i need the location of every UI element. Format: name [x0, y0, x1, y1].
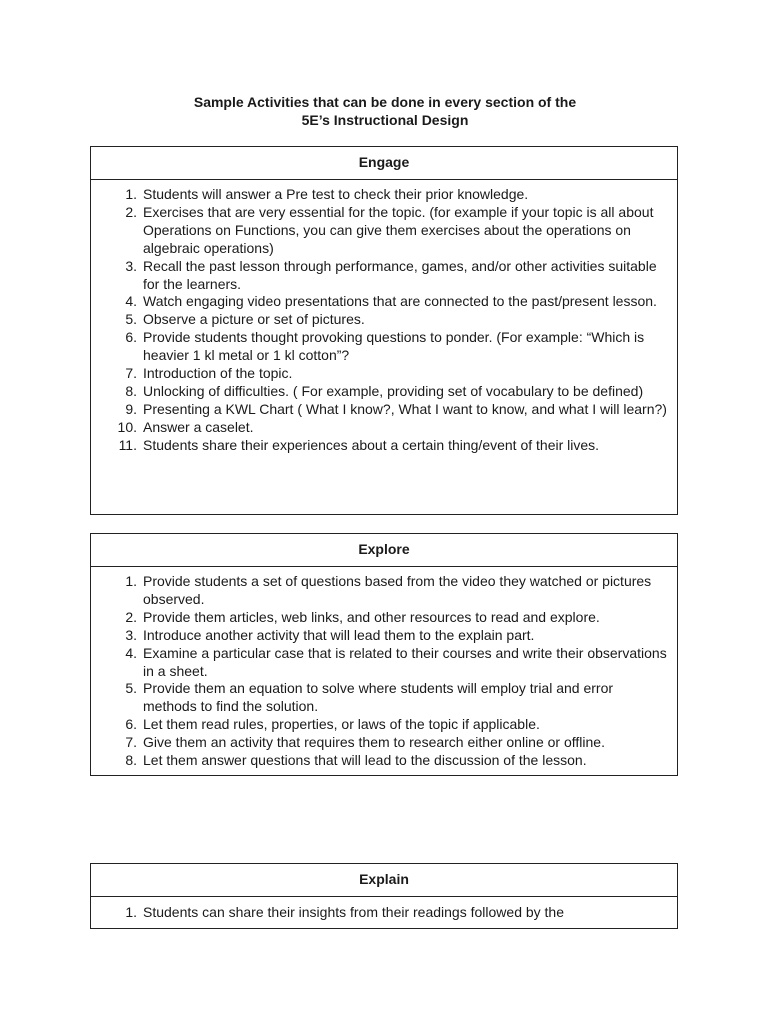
item-number: 6. [125, 716, 137, 733]
list-item [91, 609, 677, 627]
item-text: Answer a caselet. [143, 418, 254, 435]
item-number: 3. [125, 257, 137, 274]
item-number: 2. [125, 203, 137, 220]
list-item [91, 383, 677, 401]
document-title-line-1: Sample Activities that can be done in every section of the [193, 94, 577, 110]
list-item [91, 204, 677, 258]
list-item [91, 734, 677, 752]
item-number: 4. [125, 293, 137, 310]
list-item [91, 573, 677, 609]
item-text: Provide them an equation to solve where students will employ trial and error methods to find the solution. [143, 680, 614, 715]
engage-header: Engage [91, 147, 677, 180]
list-item [91, 716, 677, 734]
explain-list [91, 897, 677, 930]
item-text: Unlocking of difficulties. ( For example, providing set of vocabulary to be defined) [143, 382, 644, 399]
list-item [91, 645, 677, 681]
item-text: Introduction of the topic. [143, 365, 293, 382]
list-item [91, 186, 677, 204]
document-title-line-2: 5E’s Instructional Design [301, 112, 469, 128]
item-text: Students share their experiences about a certain thing/event of their lives. [143, 436, 600, 453]
item-number: 6. [125, 329, 137, 346]
item-text: Students can share their insights from their readings followed by the [143, 904, 565, 920]
item-number: 5. [125, 311, 137, 328]
item-text: Examine a particular case that is related to their courses and write their observations in a sheet. [143, 644, 667, 679]
item-text: Introduce another activity that will lead them to the explain part. [143, 626, 535, 643]
list-item [91, 401, 677, 419]
item-number: 4. [125, 644, 137, 661]
item-number: 3. [125, 626, 137, 643]
item-number: 1. [125, 573, 137, 589]
explore-header: Explore [91, 534, 677, 567]
list-item [91, 627, 677, 645]
list-item [91, 258, 677, 294]
engage-section [90, 146, 678, 515]
item-text: Let them read rules, properties, or laws of the topic if applicable. [143, 716, 540, 733]
explore-section [90, 533, 678, 776]
item-number: 8. [125, 382, 137, 399]
list-item [91, 680, 677, 716]
item-number: 1. [125, 186, 137, 202]
explore-list [91, 567, 677, 778]
item-number: 5. [125, 680, 137, 697]
item-number: 8. [125, 752, 137, 769]
item-number: 7. [125, 365, 137, 382]
item-text: Presenting a KWL Chart ( What I know?, What I want to know, and what I will learn?) [143, 400, 667, 417]
item-text: Exercises that are very essential for the topic. (for example if your topic is all about Operations on Functions, you can give them exercises about the operations on algebraic operations) [143, 203, 654, 256]
list-item [91, 293, 677, 311]
item-number: 11. [118, 436, 137, 453]
item-text: Observe a picture or set of pictures. [143, 311, 365, 328]
list-item [91, 311, 677, 329]
item-text: Students will answer a Pre test to check their prior knowledge. [143, 186, 529, 202]
list-item [91, 419, 677, 437]
item-text: Provide them articles, web links, and other resources to read and explore. [143, 608, 600, 625]
item-number: 10. [117, 418, 137, 435]
item-text: Give them an activity that requires them to research either online or offline. [143, 734, 605, 751]
item-text: Recall the past lesson through performance, games, and/or other activities suitable for the learners. [143, 257, 657, 292]
item-text: Let them answer questions that will lead to the discussion of the lesson. [143, 752, 587, 769]
explain-section [90, 863, 678, 929]
list-item [91, 329, 677, 365]
engage-list [91, 180, 677, 463]
list-item [91, 437, 677, 455]
list-item [91, 752, 677, 770]
explain-header: Explain [91, 864, 677, 897]
item-number: 7. [125, 734, 137, 751]
item-text: Watch engaging video presentations that are connected to the past/present lesson. [143, 293, 657, 310]
item-text: Provide students thought provoking questions to ponder. (For example: “Which is heavier 1 kl metal or 1 kl cotton”? [143, 329, 645, 364]
item-number: 2. [125, 608, 137, 625]
list-item [91, 904, 677, 922]
document-title [90, 93, 680, 129]
list-item [91, 365, 677, 383]
item-text: Provide students a set of questions based from the video they watched or pictures observed. [143, 573, 652, 607]
item-number: 9. [125, 400, 137, 417]
item-number: 1. [125, 904, 137, 920]
